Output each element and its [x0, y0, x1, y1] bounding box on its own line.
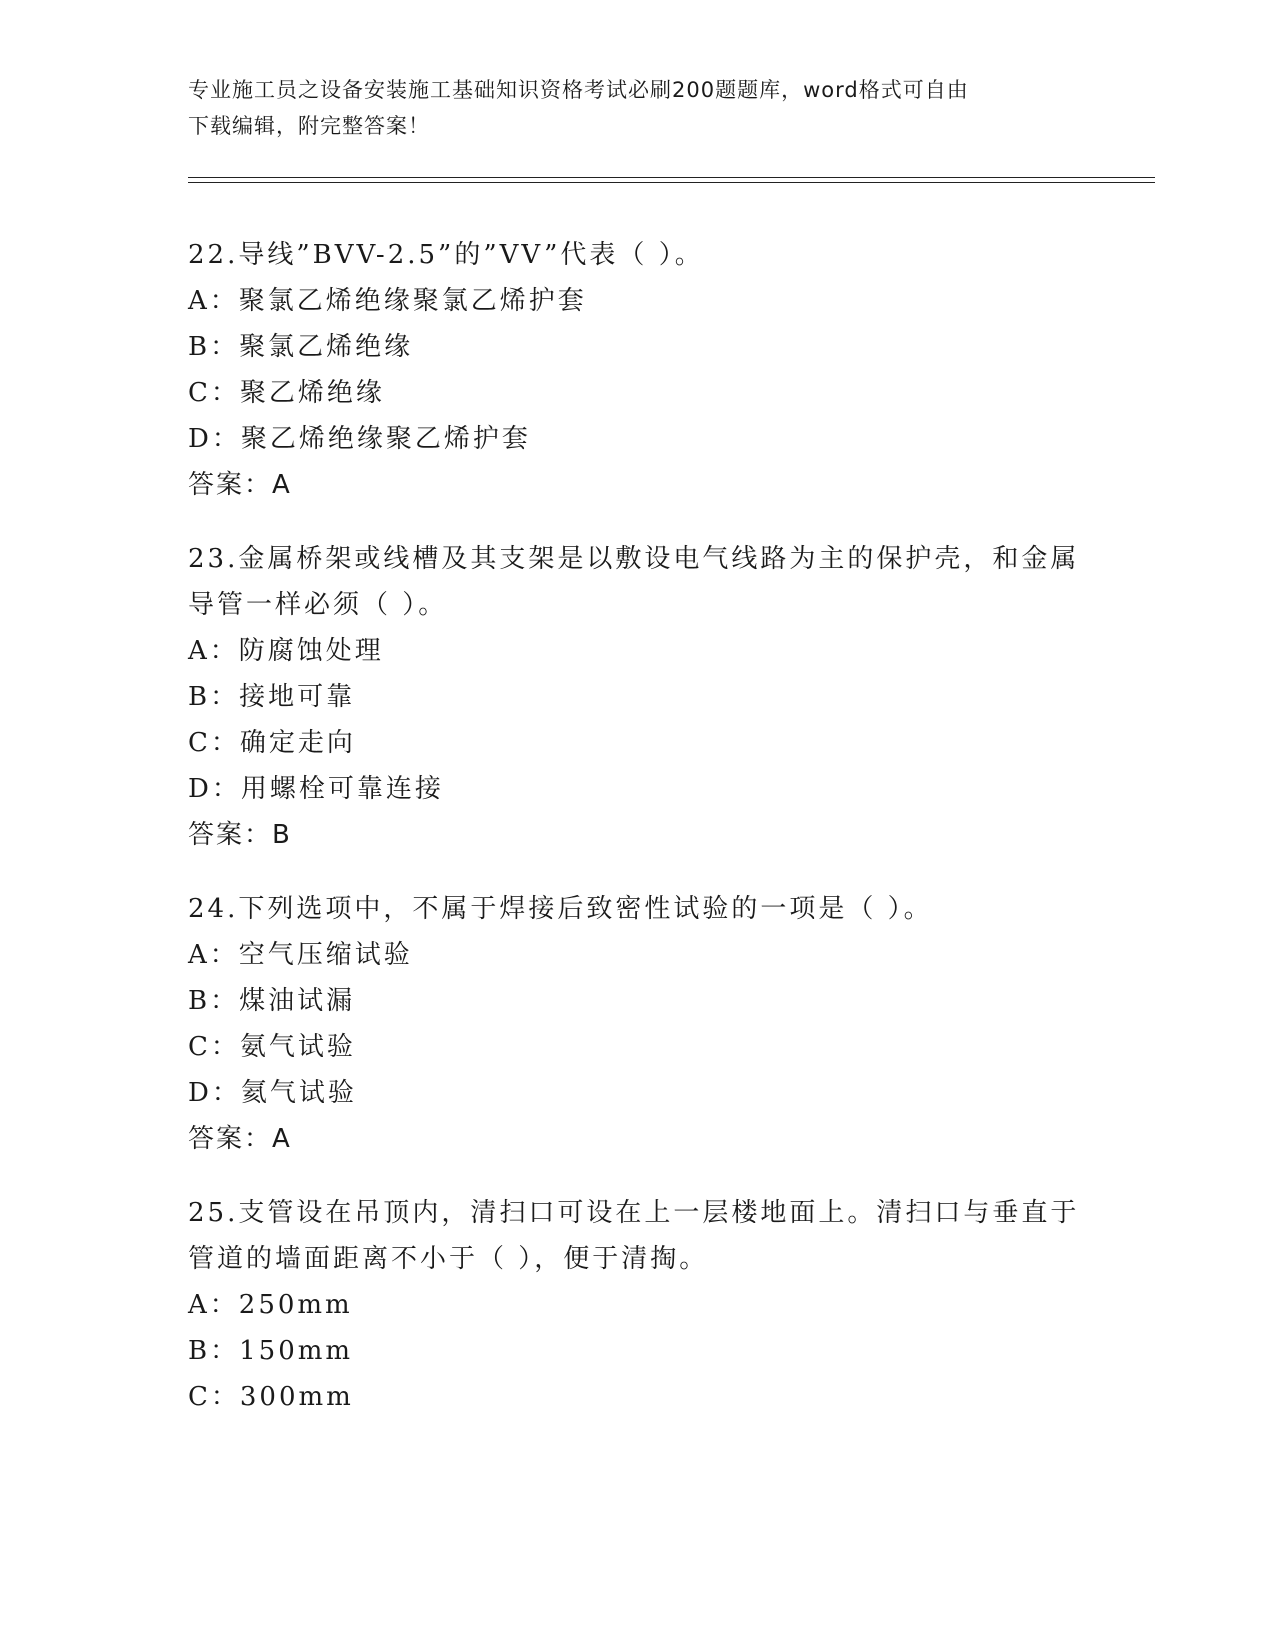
question-22 — [188, 232, 1088, 508]
option-b: B：煤油试漏 — [188, 986, 356, 1016]
option-d: D：用螺栓可靠连接 — [188, 774, 444, 804]
option-d: D：聚乙烯绝缘聚乙烯护套 — [188, 424, 531, 454]
question-23 — [188, 536, 1088, 858]
option-b: B：150mm — [188, 1336, 354, 1366]
header-line-2: 下载编辑，附完整答案！ — [188, 114, 430, 138]
question-text-continued: 导管一样必须（ ）。 — [188, 590, 448, 620]
option-a: A：聚氯乙烯绝缘聚氯乙烯护套 — [188, 286, 587, 316]
option-d: D：氦气试验 — [188, 1078, 357, 1108]
question-text: 24.下列选项中，不属于焊接后致密性试验的一项是（ ）。 — [188, 894, 933, 924]
answer-line: 答案：B — [188, 820, 292, 850]
option-a: A：250mm — [188, 1290, 353, 1320]
header-divider-top — [188, 177, 1155, 178]
answer-line: 答案：A — [188, 1124, 292, 1154]
question-25 — [188, 1190, 1088, 1420]
option-a: A：空气压缩试验 — [188, 940, 413, 970]
header-divider-bottom — [188, 182, 1155, 183]
option-b: B：聚氯乙烯绝缘 — [188, 332, 414, 362]
question-text: 25.支管设在吊顶内，清扫口可设在上一层楼地面上。清扫口与垂直于 — [188, 1198, 1080, 1228]
document-header — [188, 72, 1088, 144]
option-b: B：接地可靠 — [188, 682, 356, 712]
question-text: 22.导线”BVV-2.5”的”VV”代表（ ）。 — [188, 240, 704, 270]
header-line-1: 专业施工员之设备安装施工基础知识资格考试必刷200题题库，word格式可自由 — [188, 78, 969, 102]
question-text: 23.金属桥架或线槽及其支架是以敷设电气线路为主的保护壳，和金属 — [188, 544, 1080, 574]
option-c: C：聚乙烯绝缘 — [188, 378, 385, 408]
option-c: C：氨气试验 — [188, 1032, 356, 1062]
answer-line: 答案：A — [188, 470, 292, 500]
question-list — [188, 232, 1088, 1448]
question-24 — [188, 886, 1088, 1162]
option-c: C：确定走向 — [188, 728, 356, 758]
option-c: C：300mm — [188, 1382, 354, 1412]
option-a: A：防腐蚀处理 — [188, 636, 384, 666]
question-text-continued: 管道的墙面距离不小于（ ），便于清掏。 — [188, 1244, 709, 1274]
